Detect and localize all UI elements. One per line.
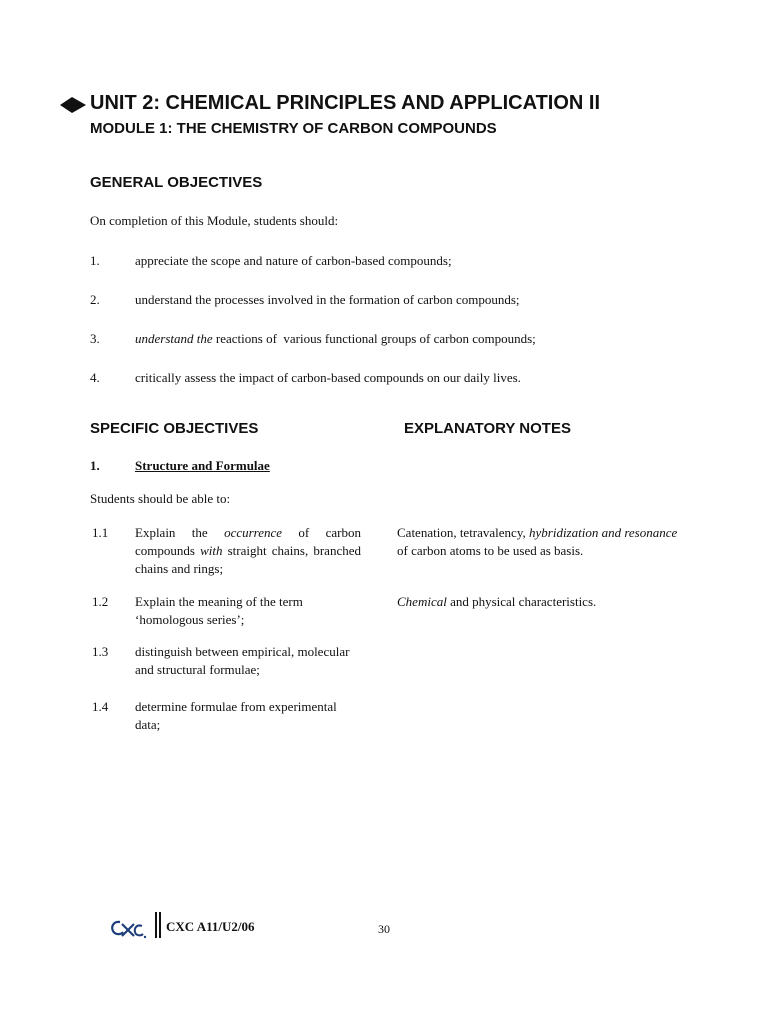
unit-title: UNIT 2: CHEMICAL PRINCIPLES AND APPLICATION II [90,92,601,114]
explanatory-notes-heading: EXPLANATORY NOTES [404,420,571,437]
plain-text: of carbon compounds [135,525,361,558]
explanatory-note [397,593,596,611]
cxc-logo-icon [108,918,148,940]
list-item-number: 4. [90,370,100,385]
section-intro: Students should be able to: [90,491,231,506]
italic-text: understand the [135,331,213,346]
general-objectives-heading: GENERAL OBJECTIVES [90,174,263,191]
plain-text: reactions of various functional groups of carbon compounds; [212,331,536,346]
module-title: MODULE 1: THE CHEMISTRY OF CARBON COMPOUNDS [90,120,497,137]
objective-number: 1.2 [92,594,109,609]
list-item-text: understand the processes involved in the formation of carbon compounds; [135,292,520,307]
plain-text: of carbon atoms to be used as basis. [397,543,584,558]
objective-number: 1.1 [92,525,109,540]
objective-text: Explain the meaning of the term ‘homologous series’; [135,594,303,627]
general-objectives-intro: On completion of this Module, students should: [90,213,339,228]
objective-text [135,524,361,578]
diamond-bullet-icon [60,95,88,115]
footer-code: CXC A11/U2/06 [166,919,255,934]
italic-text: with [200,543,223,558]
objective-number: 1.3 [92,644,109,659]
list-item-text: appreciate the scope and nature of carbon-based compounds; [135,253,452,268]
plain-text: Explain the [135,525,225,540]
list-item-number: 2. [90,292,100,307]
list-item-number: 1. [90,253,100,268]
section-number: 1. [90,458,100,473]
section-title: Structure and Formulae [135,458,270,473]
plain-text: and physical characteristics. [446,594,597,609]
objective-text: determine formulae from experimental data; [135,699,337,732]
list-item-number: 3. [90,331,100,346]
italic-text: hybridization and resonance [529,525,678,540]
specific-objectives-heading: SPECIFIC OBJECTIVES [90,420,259,437]
plain-text: Catenation, tetravalency, [397,525,529,540]
list-item-text [135,330,536,348]
plain-text: straight chains, branched chains and rings; [135,543,361,576]
italic-text: occurrence [224,525,283,540]
italic-text: Chemical [397,594,447,609]
explanatory-note [397,524,687,560]
list-item-text: critically assess the impact of carbon-based compounds on our daily lives. [135,370,521,385]
objective-text: distinguish between empirical, molecular and structural formulae; [135,644,350,677]
objective-number: 1.4 [92,699,109,714]
page-number: 30 [378,922,390,936]
footer-divider [155,912,161,938]
